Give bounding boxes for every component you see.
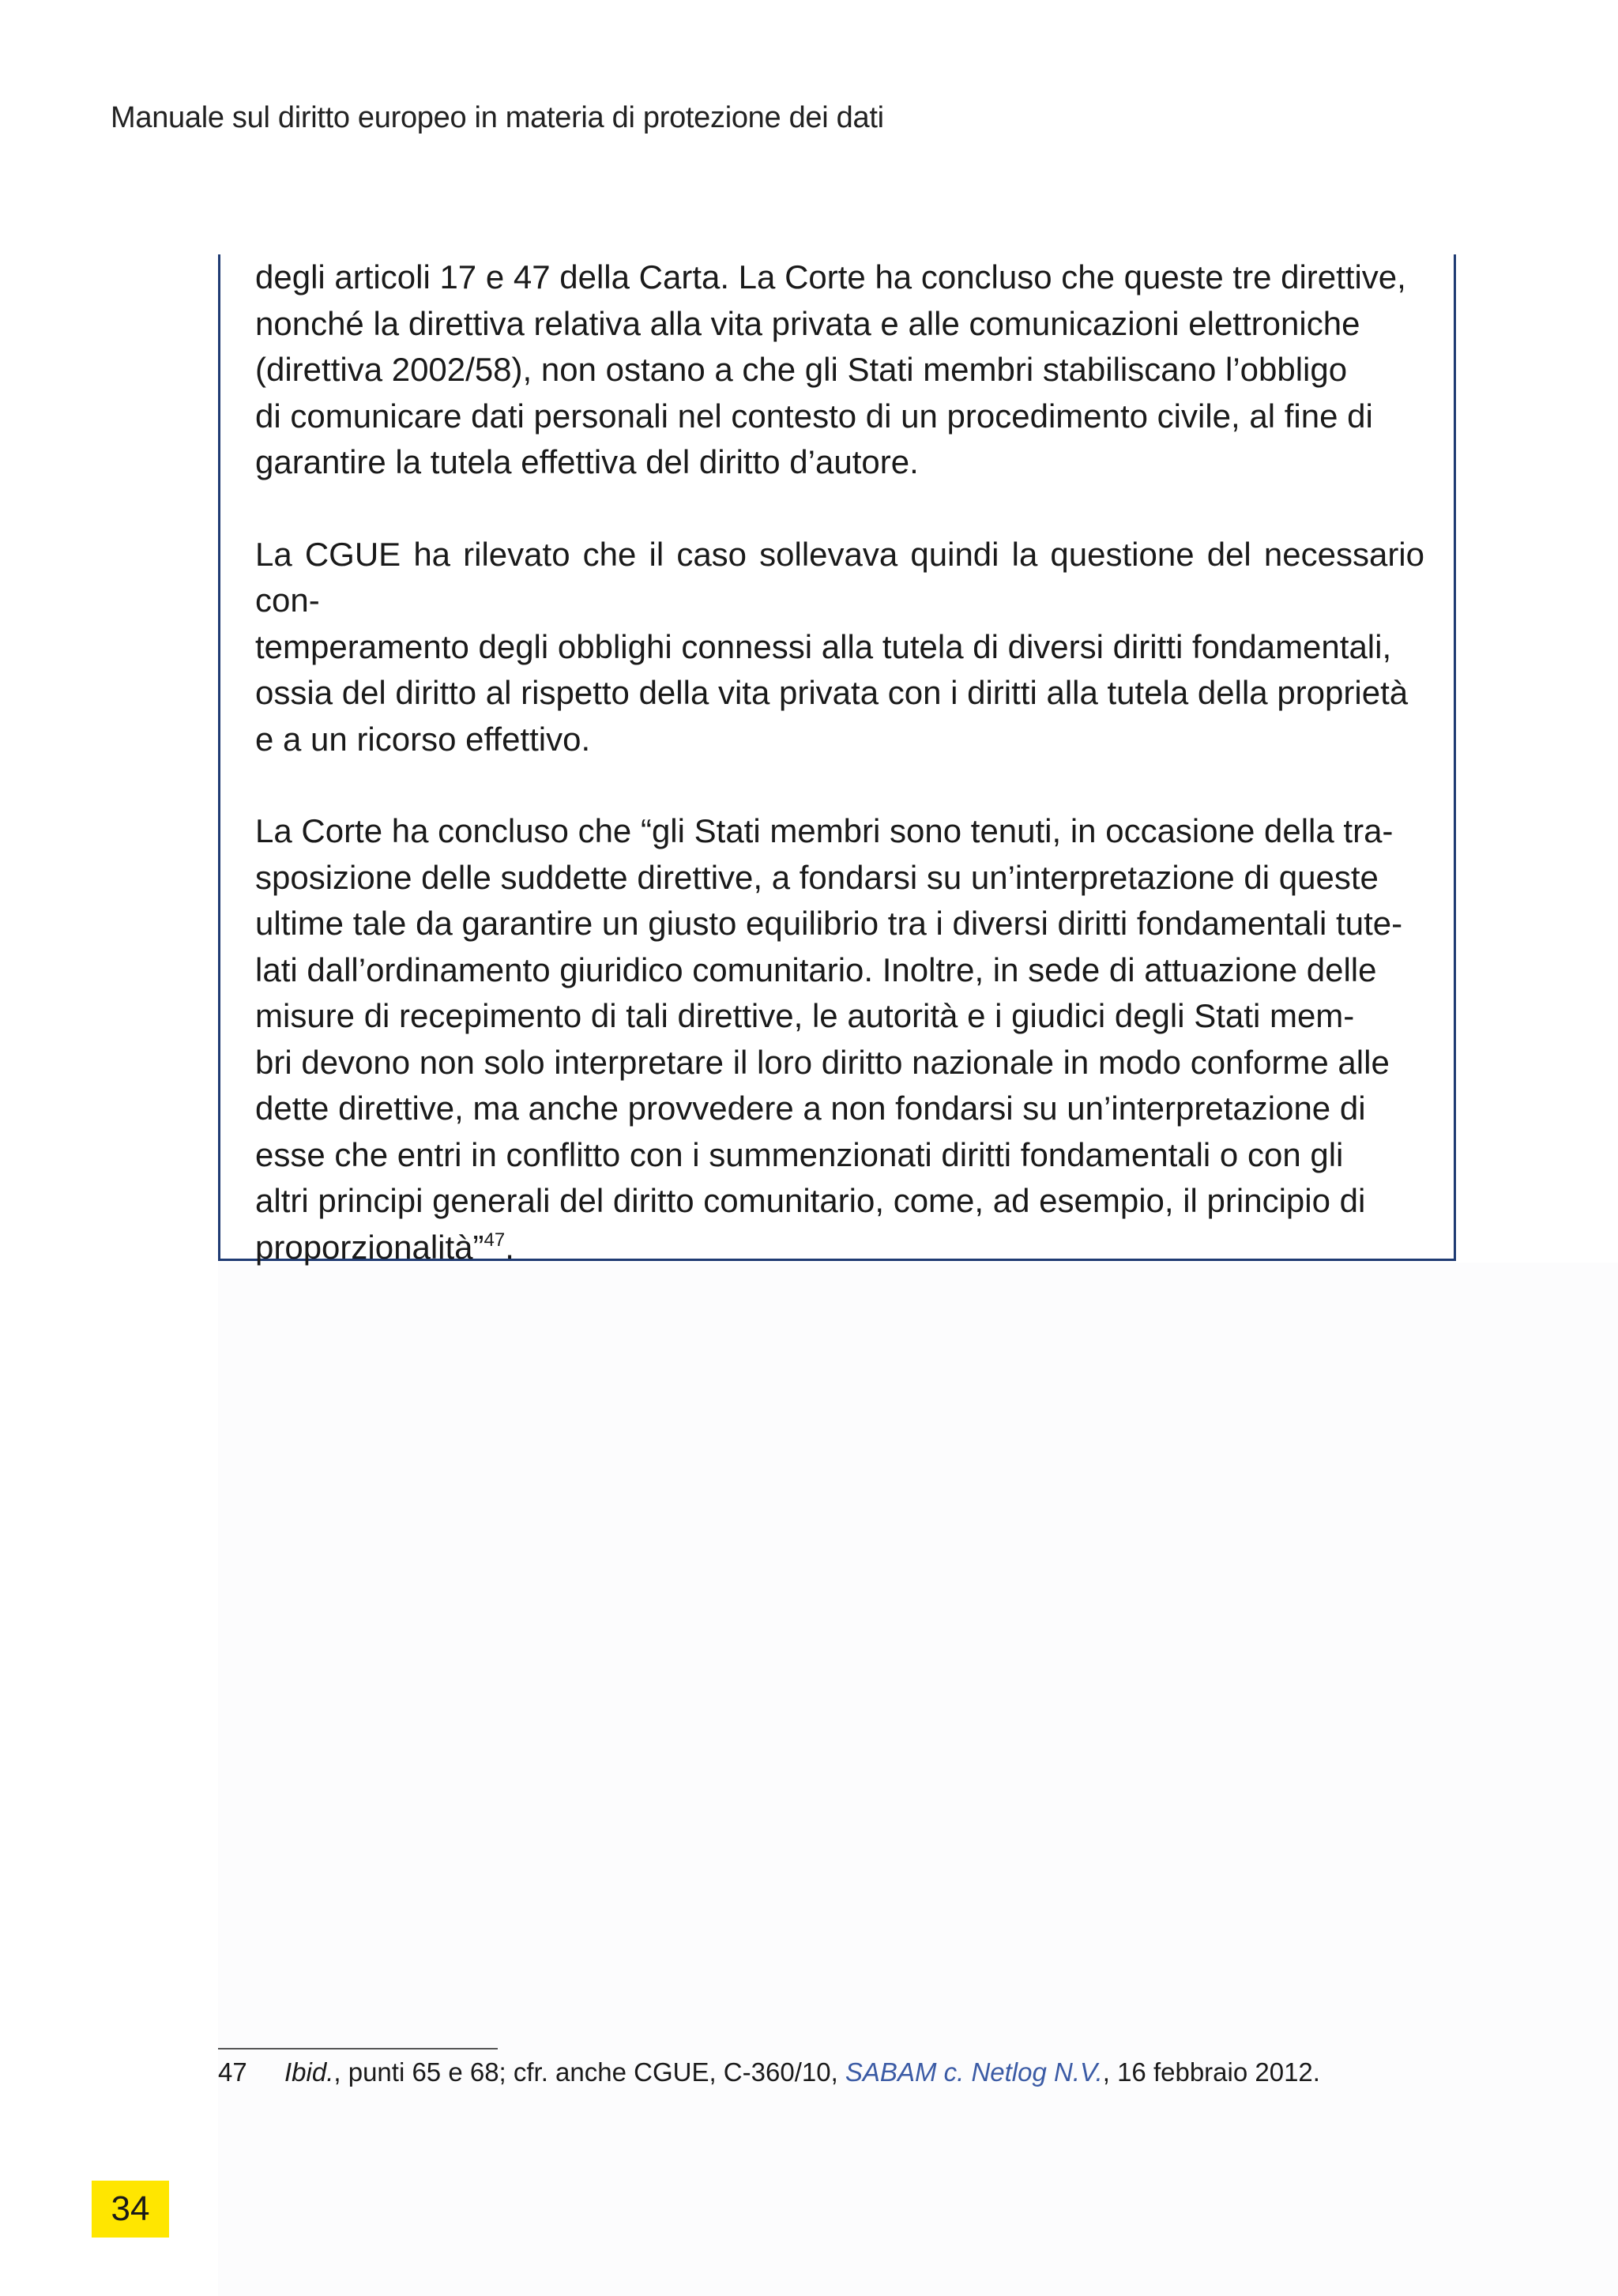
running-header: Manuale sul diritto europeo in materia di protezione dei dati <box>111 101 884 134</box>
closing-punctuation: . <box>505 1228 514 1266</box>
footnote-separator <box>218 2048 498 2049</box>
page-background <box>218 1263 1618 2296</box>
footnote-ibid: Ibid. <box>284 2057 334 2087</box>
footnote-reference[interactable]: 47 <box>484 1229 506 1251</box>
case-summary-box <box>218 254 1456 1266</box>
footnote-47 <box>218 2056 1320 2089</box>
case-summary-text <box>255 254 1424 1270</box>
page-number-badge: 34 <box>92 2181 169 2238</box>
case-link-sabam[interactable]: SABAM c. Netlog N.V. <box>845 2057 1103 2087</box>
footnote-text-before: , punti 65 e 68; cfr. anche CGUE, C-360/10, <box>333 2057 845 2087</box>
case-paragraph-2: La CGUE ha rilevato che il caso sollevava quindi la questione del necessario con- temperamento degli obblighi connessi alla tutela di diversi diritti fondamentali, ossia del diritto al rispetto della vita privata con i diritti alla tutela della proprietà e a un ricorso effettivo. <box>255 535 1424 758</box>
footnote-number: 47 <box>218 2057 247 2087</box>
case-paragraph-3 <box>255 808 1424 1270</box>
case-paragraph-3-text: La Corte ha concluso che “gli Stati membri sono tenuti, in occasione della tra- sposizione delle suddette direttive, a fondarsi su un’interpretazione di queste ultime tale da garantire un giusto equilibrio tra i diversi diritti fondamentali tute- lati dall’ordinamento giuridico comunitario. Inoltre, in sede di attuazione delle misure di recepimento di tali direttive, le autorità e i giudici degli Stati mem- bri devono non solo interpretare il loro diritto nazionale in modo conforme alle dette direttive, ma anche provvedere a non fondarsi su un’interpretazione di esse che entri in conflitto con i summenzionati diritti fondamentali o con gli altri principi generali del diritto comunitario, come, ad esempio, il principio di proporzionalità” <box>255 812 1403 1266</box>
case-paragraph-1: degli articoli 17 e 47 della Carta. La Corte ha concluso che queste tre direttive, nonché la direttiva relativa alla vita privata e alle comunicazioni elettroniche (direttiva 2002/58), non ostano a che gli Stati membri stabiliscano l’obbligo di comunicare dati personali nel contesto di un procedimento civile, al fine di garantire la tutela effettiva del diritto d’autore. <box>255 258 1406 480</box>
footnote-text-after: , 16 febbraio 2012. <box>1102 2057 1320 2087</box>
